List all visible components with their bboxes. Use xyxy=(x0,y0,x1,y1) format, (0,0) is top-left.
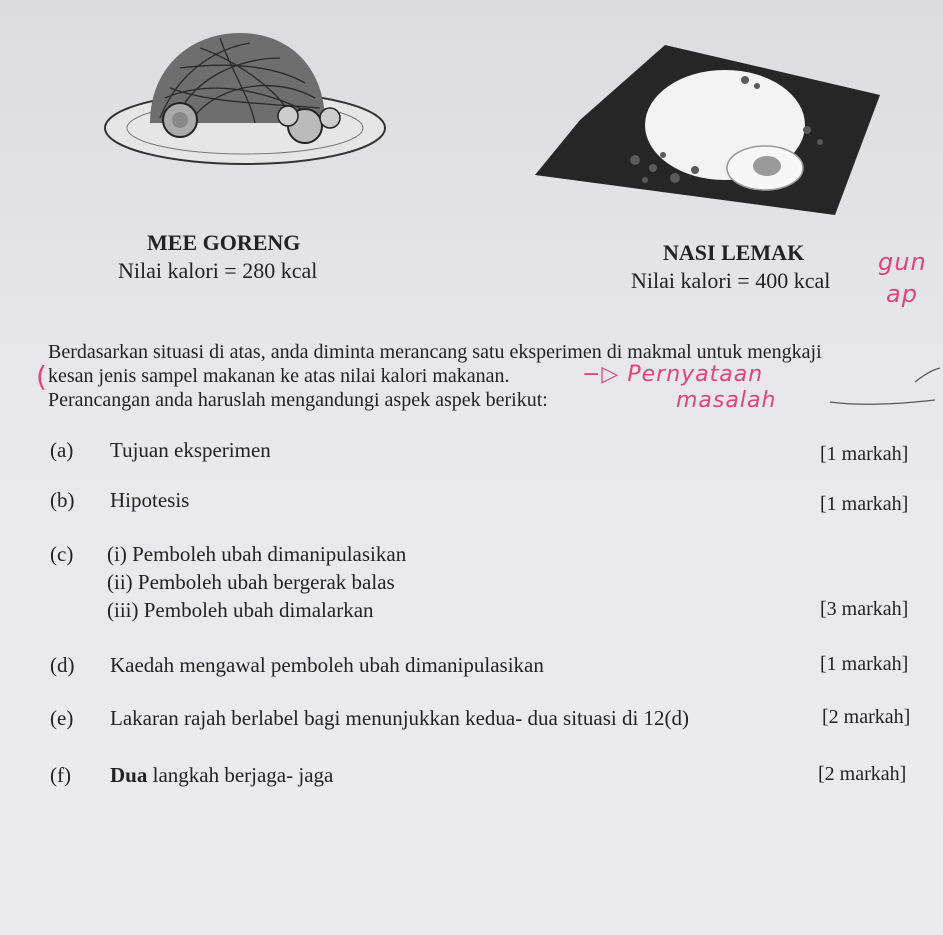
mee-goreng-title: MEE GORENG xyxy=(147,230,301,255)
question-c-sub-3: (iii) Pemboleh ubah dimalarkan xyxy=(107,598,374,622)
question-c-label: (c) xyxy=(50,542,74,566)
instruction-line-1: Berdasarkan situasi di atas, anda diminta merancang satu eksperimen di makmal untuk mengkaji xyxy=(48,341,822,363)
margin-handwriting-2: ap xyxy=(886,280,918,308)
question-b-marks: [1 markah] xyxy=(820,493,909,515)
handwritten-note-masalah: masalah xyxy=(676,388,777,413)
question-f-label: (f) xyxy=(50,763,71,787)
question-c-sub-2: (ii) Pemboleh ubah bergerak balas xyxy=(107,570,395,594)
question-c-sub-1: (i) Pemboleh ubah dimanipulasikan xyxy=(107,542,407,566)
margin-handwriting-1: gun xyxy=(878,248,927,276)
question-a-text: Tujuan eksperimen xyxy=(110,438,271,462)
question-a-label: (a) xyxy=(50,438,74,462)
question-d-text: Kaedah mengawal pemboleh ubah dimanipulasikan xyxy=(110,653,544,677)
question-f-marks: [2 markah] xyxy=(818,763,907,785)
question-e-label: (e) xyxy=(50,706,74,730)
question-f-rest: langkah berjaga- jaga xyxy=(147,763,334,787)
nasi-lemak-title: NASI LEMAK xyxy=(663,240,805,265)
question-b-text: Hipotesis xyxy=(110,488,190,512)
instruction-line-2: kesan jenis sampel makanan ke atas nilai kalori makanan. xyxy=(48,365,510,387)
nasi-lemak-illustration xyxy=(535,40,895,230)
question-b-label: (b) xyxy=(50,488,75,512)
mee-goreng-illustration xyxy=(80,28,390,168)
question-d-label: (d) xyxy=(50,653,75,677)
instruction-line-3: Perancangan anda haruslah mengandungi aspek aspek berikut: xyxy=(48,389,548,411)
question-a-marks: [1 markah] xyxy=(820,443,909,465)
mee-goreng-calorie: Nilai kalori = 280 kcal xyxy=(118,258,318,283)
handwritten-underline xyxy=(820,360,943,410)
question-f-bold-word: Dua xyxy=(110,763,148,787)
question-e-text: Lakaran rajah berlabel bagi menunjukkan kedua- dua situasi di 12(d) xyxy=(110,706,690,730)
nasi-lemak-calorie: Nilai kalori = 400 kcal xyxy=(631,268,831,293)
question-f-text xyxy=(110,763,333,788)
bracket-mark: ( xyxy=(36,360,47,393)
handwritten-note-pernyataan: −▷ Pernyataan xyxy=(582,362,764,387)
question-e-marks: [2 markah] xyxy=(822,706,911,728)
question-c-marks: [3 markah] xyxy=(820,598,909,620)
question-d-marks: [1 markah] xyxy=(820,653,909,675)
